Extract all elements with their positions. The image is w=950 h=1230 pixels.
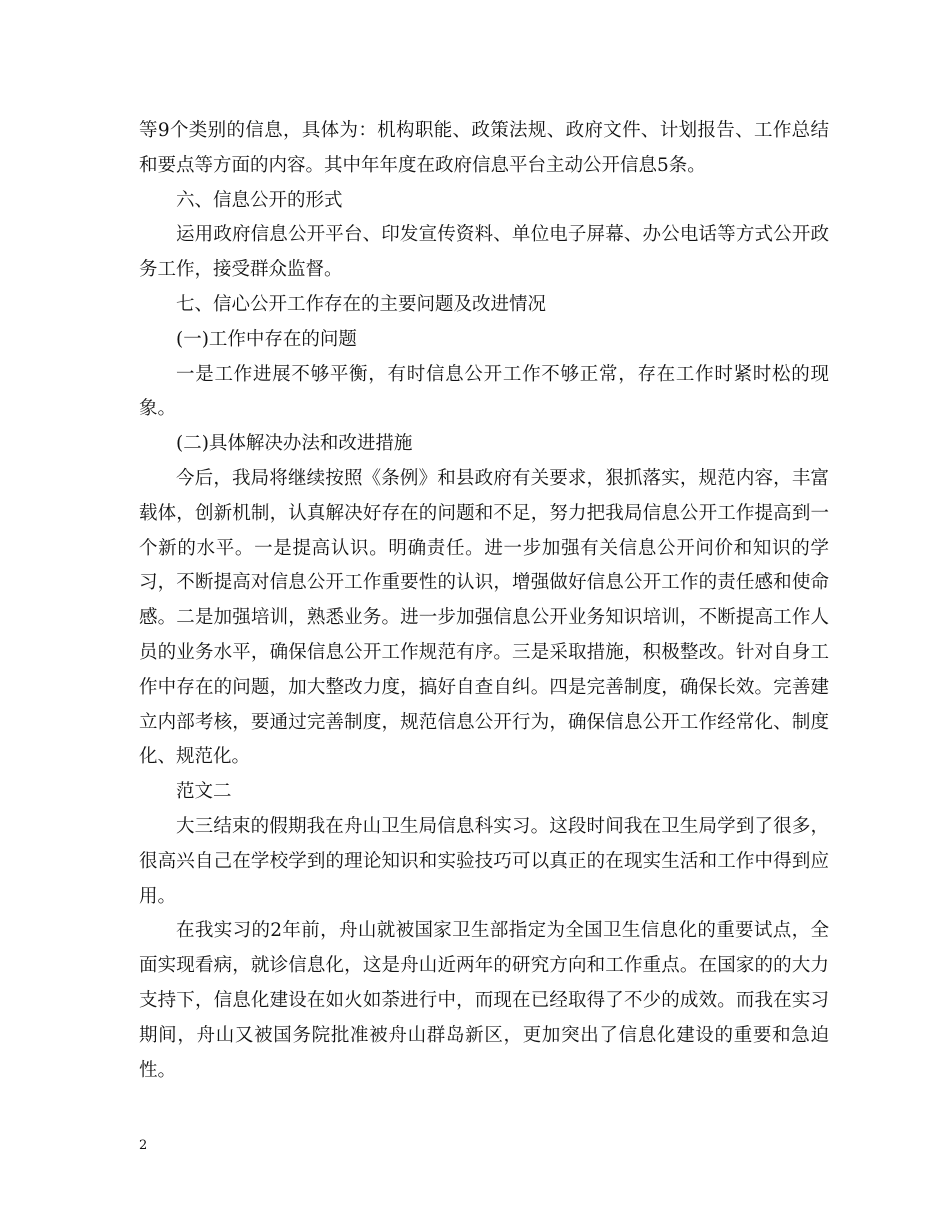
subsection-heading-two: (二)具体解决办法和改进措施 bbox=[176, 433, 413, 455]
section-heading-six: 六、信息公开的形式 bbox=[176, 189, 343, 211]
section-heading-seven: 七、信心公开工作存在的主要问题及改进情况 bbox=[176, 293, 547, 315]
page-number: 2 bbox=[139, 1138, 148, 1153]
paragraph: 运用政府信息公开平台、印发宣传资料、单位电子屏幕、办公电话等方式公开政务工作，接受群众监督。 bbox=[139, 224, 829, 281]
paragraph: 等9个类别的信息，具体为：机构职能、政策法规、政府文件、计划报告、工作总结和要点等方面的内容。其中年年度在政府信息平台主动公开信息5条。 bbox=[139, 120, 829, 176]
paragraph: 在我实习的2年前，舟山就被国家卫生部指定为全国卫生信息化的重要试点，全面实现看病，就诊信息化，这是舟山近两年的研究方向和工作重点。在国家的的大力支持下，信息化建设在如火如荼进行中，而现在已经取得了不少的成效。而我在实习期间，舟山又被国务院批准被舟山群岛新区，更加突出了信息化建设的重要和急迫性。 bbox=[139, 920, 829, 1081]
paragraph: 一是工作进展不够平衡，有时信息公开工作不够正常，存在工作时紧时松的现象。 bbox=[139, 363, 829, 420]
document-body bbox=[139, 114, 829, 1088]
paragraph: 今后，我局将继续按照《条例》和县政府有关要求，狠抓落实，规范内容，丰富载体，创新机制，认真解决好存在的问题和不足，努力把我局信息公开工作提高到一个新的水平。一是提高认识。明确责任。进一步加强有关信息公开问价和知识的学习，不断提高对信息公开工作重要性的认识，增强做好信息公开工作的责任感和使命感。二是加强培训，熟悉业务。进一步加强信息公开业务知识培训，不断提高工作人员的业务水平，确保信息公开工作规范有序。三是采取措施，积极整改。针对自身工作中存在的问题，加大整改力度，搞好自查自纠。四是完善制度，确保长效。完善建立内部考核，要通过完善制度，规范信息公开行为，确保信息公开工作经常化、制度化、规范化。 bbox=[139, 467, 829, 768]
paragraph: 大三结束的假期我在舟山卫生局信息科实习。这段时间我在卫生局学到了很多，很高兴自己在学校学到的理论知识和实验技巧可以真正的在现实生活和工作中得到应用。 bbox=[139, 815, 829, 907]
example-heading: 范文二 bbox=[176, 781, 232, 803]
subsection-heading-one: (一)工作中存在的问题 bbox=[176, 328, 357, 350]
